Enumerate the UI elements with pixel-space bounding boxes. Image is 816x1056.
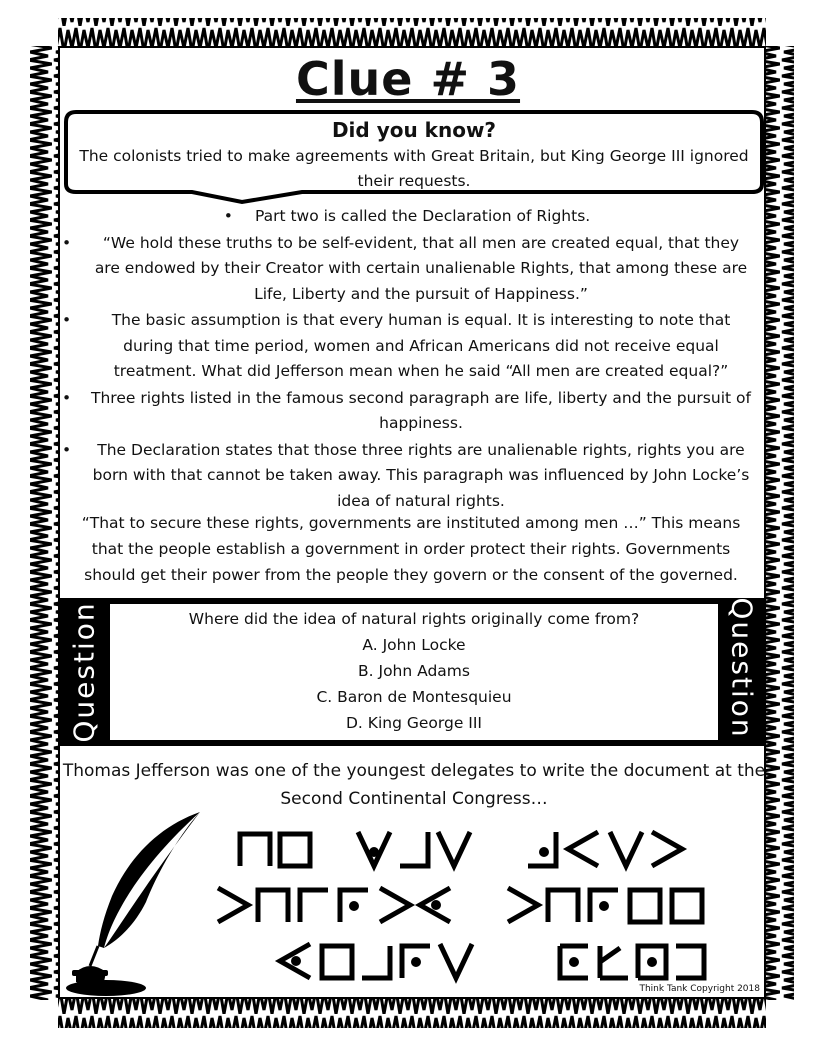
bullet-text: “We hold these truths to be self-evident, that all men are created equal, that they are endowed by their Creator with certain unalienable Rights, that among these are Life, Liberty and the pursuit of Happiness.” (94, 233, 748, 303)
question-side-label-left: Question (67, 601, 101, 743)
cipher-word (508, 888, 702, 922)
page-title: Clue # 3 (295, 52, 521, 106)
list-item (62, 204, 762, 230)
bullet-icon: • (62, 388, 72, 407)
list-item (62, 231, 762, 308)
question-side-label-right: Question (725, 597, 759, 739)
bullet-icon: • (223, 207, 233, 225)
answer-option-d[interactable]: D. King George III (346, 714, 482, 732)
bullet-icon: • (62, 440, 72, 459)
cipher-word (358, 832, 470, 866)
copyright-text: Think Tank Copyright 2018 (639, 984, 760, 994)
cipher-word (280, 944, 472, 978)
quill-and-inkwell-icon (60, 806, 210, 998)
bullet-icon: • (62, 311, 72, 329)
bullet-text: Three rights listed in the famous second paragraph are life, liberty and the pursuit of happiness. (91, 388, 751, 432)
bullet-text: The Declaration states that those three rights are unalienable rights, rights you are born with that cannot be taken away. This paragraph was influenced by John Locke’s idea of natural rights. (92, 440, 750, 510)
bullet-list (62, 204, 762, 515)
question-prompt: Where did the idea of natural rights originally come from? (188, 610, 640, 628)
list-item (62, 308, 762, 385)
list-item (62, 438, 762, 515)
did-you-know-box (62, 108, 766, 208)
answer-option-b[interactable]: B. John Adams (358, 662, 470, 680)
answer-option-a[interactable]: A. John Locke (362, 636, 466, 654)
bullet-icon: • (62, 233, 72, 252)
did-you-know-heading: Did you know? (331, 118, 497, 142)
bullet-text: Part two is called the Declaration of Rights. (254, 207, 591, 225)
cipher-word (240, 834, 310, 866)
cipher-word (560, 946, 704, 978)
pigpen-cipher-symbols (200, 822, 760, 992)
question-content (110, 606, 718, 736)
cipher-word (218, 888, 450, 922)
cipher-word (528, 832, 682, 866)
consent-paragraph: “That to secure these rights, governments are instituted among men …” This means that the people establish a government in order protect their rights. Governments should get their power from the people they govern or the consent of the governed. (81, 514, 741, 584)
bullet-text: The basic assumption is that every human is equal. It is interesting to note that during that time period, women and African Americans did not receive equal treatment. What did Jefferson mean when he said “All men are created equal?” (111, 311, 731, 380)
jefferson-text: Thomas Jefferson was one of the youngest delegates to write the document at the Second Continental Congress… (62, 761, 766, 809)
list-item (62, 386, 762, 437)
answer-option-c[interactable]: C. Baron de Montesquieu (316, 688, 512, 706)
did-you-know-text: The colonists tried to make agreements with Great Britain, but King George III ignored their requests. (79, 147, 749, 190)
